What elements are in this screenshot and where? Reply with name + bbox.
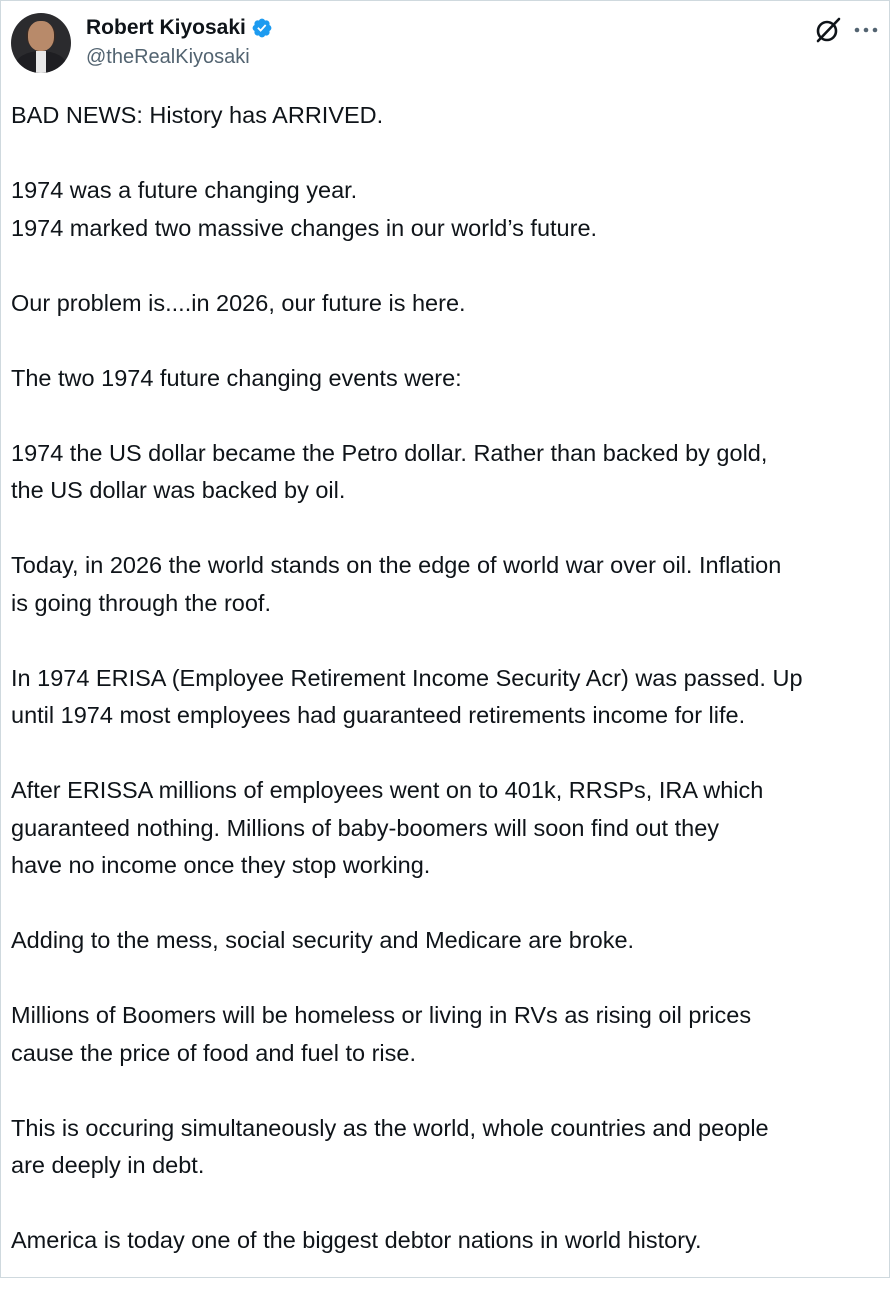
author-name-row[interactable] [86,15,273,41]
post-paragraph [11,660,887,735]
post-line: guaranteed nothing. Millions of baby-boomers will soon find out they [11,814,720,841]
post-paragraph [11,435,887,510]
post-line: Our problem is....in 2026, our future is here. [11,289,466,316]
avatar-face [28,21,54,51]
post-paragraph [11,360,887,398]
post-line: Millions of Boomers will be homeless or living in RVs as rising oil prices [11,1002,752,1028]
post-line: After ERISSA millions of employees went on to 401k, RRSPs, IRA which [11,777,764,803]
post-line: 1974 the US dollar became the Petro dollar. Rather than backed by gold, [11,439,768,466]
post-line: BAD NEWS: History has ARRIVED. [11,102,384,128]
post-line: 1974 was a future changing year. [11,177,358,203]
post-line: Adding to the mess, social security and Medicare are broke. [11,927,635,953]
avatar[interactable] [11,13,71,73]
verified-badge-icon [251,17,273,39]
post-line: America is today one of the biggest debtor nations in world history. [11,1227,702,1253]
post-paragraph [11,1110,887,1185]
post-line: Today, in 2026 the world stands on the edge of world war over oil. Inflation [11,552,782,578]
post-line: the US dollar was backed by oil. [11,477,346,503]
post-line: This is occuring simultaneously as the world, whole countries and people [11,1114,769,1141]
post-paragraph [11,547,887,622]
post-paragraph [11,285,887,323]
post-paragraph [11,1222,887,1260]
author-display-name[interactable]: Robert Kiyosaki [86,16,246,39]
author-info [86,15,273,70]
post-line: cause the price of food and fuel to rise. [11,1039,416,1066]
post-header [11,13,879,75]
avatar-shirt [36,51,46,73]
post-paragraph [11,922,887,960]
post-text [11,97,887,1297]
grok-icon[interactable] [813,15,843,45]
post-line: 1974 marked two massive changes in our world’s future. [11,214,598,241]
post-paragraph [11,997,887,1072]
post-line: The two 1974 future changing events were: [11,364,462,391]
post-line: In 1974 ERISA (Employee Retirement Income Security Acr) was passed. Up [11,664,803,691]
post-paragraph [11,172,887,247]
post-paragraph [11,772,887,885]
post-paragraph [11,97,887,135]
post-line: are deeply in debt. [11,1152,205,1178]
post-line: have no income once they stop working. [11,852,431,878]
author-handle[interactable]: @theRealKiyosaki [86,46,250,68]
post-line: until 1974 most employees had guaranteed retirements income for life. [11,702,746,728]
more-icon[interactable] [853,21,879,39]
post-line: is going through the roof. [11,589,271,616]
